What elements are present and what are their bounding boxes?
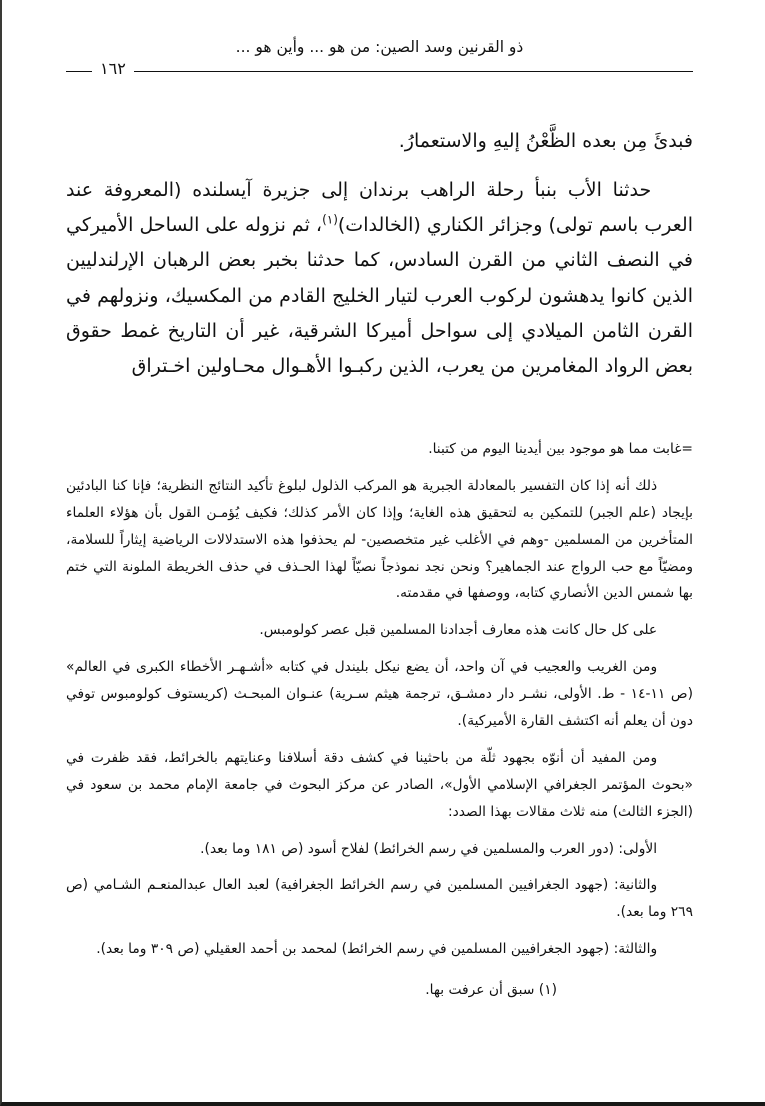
- footnote-list-item: الأولى: (دور العرب والمسلمين في رسم الخرائط) لفلاح أسود (ص ١٨١ وما بعد).: [200, 840, 658, 857]
- footnote-reference-marker: (١): [322, 212, 338, 227]
- running-header: [66, 38, 693, 80]
- footnote-paragraph: على كل حال كانت هذه معارف أجدادنا المسلمين قبل عصر كولومبس.: [259, 622, 658, 639]
- footnote-paragraph: ومن المفيد أن أنوّه بجهود ثلّة من باحثينا في كشف دقة أسلافنا وعنايتهم بالخرائط، فقد ظفرت في «بحوث المؤتمر الجغرافي الإسلامي الأول»، الصادر عن مركز البحوث في جامعة الإمام محمد بن سعود في (الجزء الثالث) منه ثلاث مقالات بهذا الصدد:: [66, 749, 693, 820]
- header-title: ذو القرنين وسد الصين: من هو ... وأين هو ...: [235, 38, 524, 56]
- header-rule: [66, 59, 693, 80]
- main-text-block: [66, 124, 693, 384]
- footnote-list-item: والثانية: (جهود الجغرافيين المسلمين في رسم الخرائط الجغرافية) لعبد العال عبدالمنعـم الشـامي (ص ٢٦٩ وما بعد).: [66, 877, 693, 921]
- footnote-definition: (١) سبق أن عرفت بها.: [425, 982, 557, 999]
- body-opening-line: فبدئَ مِن بعده الظَّعْنُ إليهِ والاستعمارُ.: [398, 130, 693, 152]
- body-paragraph-part2: ، ثم نزوله على الساحل الأميركي في النصف الثاني من القرن السادس، كما حدثنا بخبر بعض الرهبان الإرلندليين الذين كانوا يدهشون لركوب العرب لتيار الخليج القادم من المكسيك، ونزولهم في القرن الثامن الميلادي إلى سواحل أميركا الشرقية، غير أن التاريخ غمط حقوق بعض الرواد المغامرين من يعرب، الذين ركبـوا الأهـوال محـاولين اخـتراق: [66, 214, 693, 377]
- footnote-list-item: والثالثة: (جهود الجغرافيين المسلمين في رسم الخرائط) لمحمد بن أحمد العقيلي (ص ٣٠٩ وما بعد).: [96, 941, 658, 958]
- page-number: ١٦٢: [100, 59, 126, 78]
- body-paragraph-part1: حدثنا الأب بنبأ رحلة الراهب برندان إلى جزيرة آيسلنده (المعروفة عند العرب باسم تولى) وجزائر الكناري (الخالدات): [66, 179, 694, 237]
- footnote-block: [66, 436, 693, 1004]
- header-rule-line-end: [66, 71, 92, 72]
- footnote-paragraph: ذلك أنه إذا كان التفسير بالمعادلة الجبرية هو المركب الذلول لبلوغ تأكيد النتائج النظرية؛ فإنا كنا البادئين بإيجاد (علم الجبر) للتمكين به لتحقيق هذه الغاية؛ وإذا كان الأمر كذلك؛ فكيف يُؤمـن القول بأن هؤلاء العلماء المتأخرين من المسلمين -وهم في الأغلب غير متخصصين- لم يحذفوا هذه الاستدلالات الرياضية إيثاراً للسلامة، ومضيّاً مع حب الرواج عند الجماهير؟ ونحن نجد نموذجاً نصيّاً لهذا الحـذف في حذف الخريطة الملونة التي ختم بها شمس الدين الأنصاري كتابه، ووصفها في مقدمته.: [66, 477, 693, 602]
- header-rule-line: [134, 71, 693, 72]
- footnote-paragraph: ومن الغريب والعجيب في آن واحد، أن يضع نيكل بليندل في كتابه «أشـهـر الأخطاء الكبرى في العالم» (ص ١١-١٤ - ط. الأولى، نشـر دار دمشـق، ترجمة هيثم سـرية) عنـوان المبحـث (كريستوف كولومبوس توفي دون أن يعلم أنه اكتشف القارة الأميركية).: [66, 659, 693, 729]
- body-paragraph: [66, 173, 693, 384]
- footnote-continuation-line: =غابت مما هو موجود بين أيدينا اليوم من كتبنا.: [428, 440, 693, 457]
